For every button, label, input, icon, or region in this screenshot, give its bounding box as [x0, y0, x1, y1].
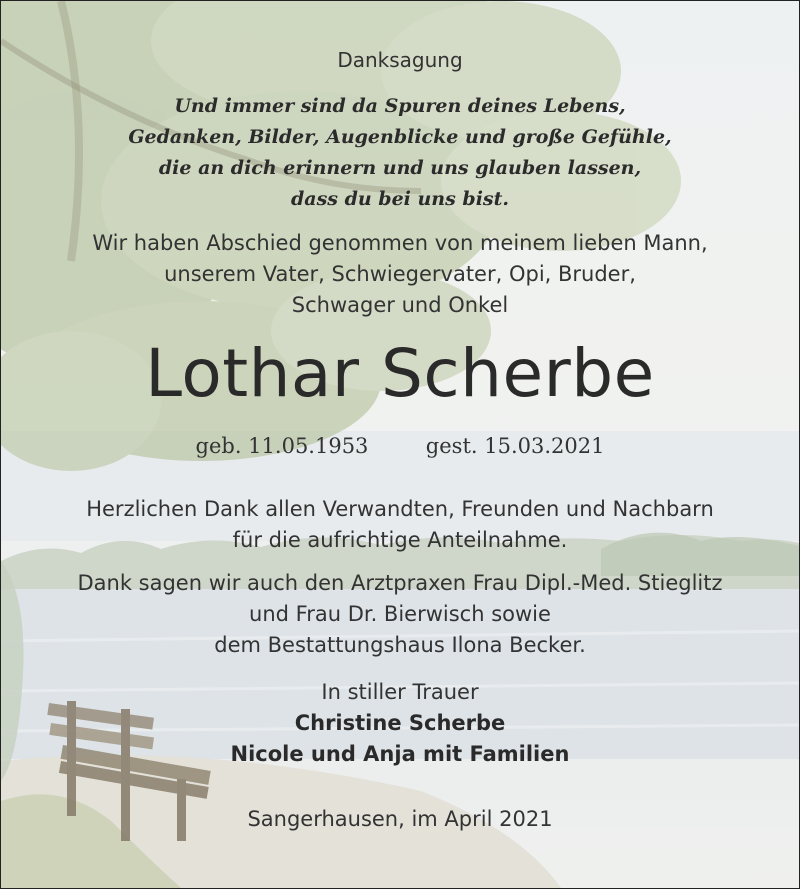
mourner-2: Nicole und Anja mit Familien	[230, 742, 570, 766]
place-date: Sangerhausen, im April 2021	[247, 807, 553, 831]
farewell-line-1: Wir haben Abschied genommen von meinem lieben Mann,	[92, 231, 708, 255]
thanks-line-5: dem Bestattungshaus Ilona Becker.	[214, 633, 586, 657]
verse-line-2: Gedanken, Bilder, Augenblicke und große Gefühle,	[128, 126, 672, 148]
farewell-line-2: unserem Vater, Schwiegervater, Opi, Bruder,	[164, 262, 636, 286]
notice-text	[1, 1, 799, 888]
thanks-line-4: und Frau Dr. Bierwisch sowie	[249, 602, 551, 626]
thanks-line-3: Dank sagen wir auch den Arztpraxen Frau Dipl.-Med. Stieglitz	[77, 571, 723, 595]
farewell-line-3: Schwager und Onkel	[291, 293, 509, 317]
verse-line-1: Und immer sind da Spuren deines Lebens,	[174, 95, 626, 117]
mourner-1: Christine Scherbe	[294, 711, 506, 735]
birth-date: geb. 11.05.1953	[195, 434, 369, 458]
thanks-line-1: Herzlichen Dank allen Verwandten, Freunden und Nachbarn	[86, 497, 714, 521]
deceased-name: Lothar Scherbe	[145, 335, 655, 412]
life-dates	[1, 434, 799, 458]
death-date: gest. 15.03.2021	[425, 434, 605, 458]
verse-line-3: die an dich erinnern und uns glauben lassen,	[158, 157, 642, 179]
verse-line-4: dass du bei uns bist.	[290, 188, 510, 210]
mourning-intro: In stiller Trauer	[321, 680, 479, 704]
thanks-line-2: für die aufrichtige Anteilnahme.	[232, 528, 568, 552]
heading: Danksagung	[337, 48, 463, 72]
